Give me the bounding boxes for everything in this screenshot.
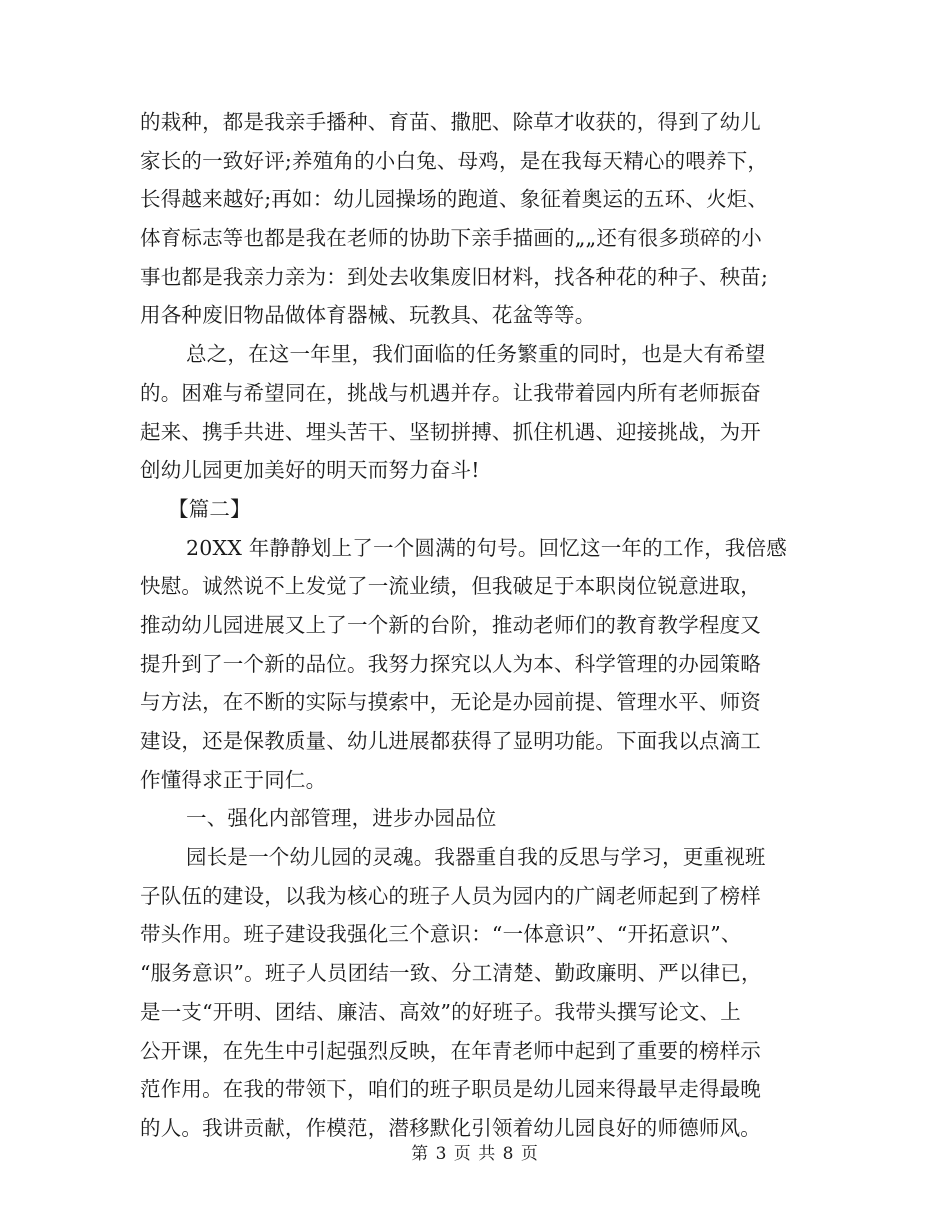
text-line: 公开课，在先生中引起强烈反映，在年青老师中起到了重要的榜样示: [140, 1038, 761, 1063]
text-line: 范作用。在我的带领下，咱们的班子职员是幼儿园来得最早走得最晚: [140, 1077, 761, 1102]
text-line: 子队伍的建设，以我为核心的班子人员为园内的广阔老师起到了榜样: [140, 883, 761, 908]
text-line: 长得越来越好;再如：幼儿园操场的跑道、象征着奥运的五环、火炬、: [140, 187, 769, 212]
text-line: 推动幼儿园进展又上了一个新的台阶，推动老师们的教育教学程度又: [140, 612, 761, 637]
subsection-heading: 一、强化内部管理，进步办园品位: [186, 806, 497, 831]
text-line: 事也都是我亲力亲为：到处去收集废旧材料，找各种花的种子、秧苗;: [140, 264, 769, 289]
document-body: [140, 103, 812, 1148]
page-number-footer: 第 3 页 共 8 页: [411, 1144, 539, 1164]
text-line: 提升到了一个新的品位。我努力探究以人为本、科学管理的办园策略: [140, 651, 761, 676]
paragraph-start-line: 20XX 年静静划上了一个圆满的句号。回忆这一年的工作，我倍感: [186, 535, 787, 560]
text-line: 体育标志等也都是我在老师的协助下亲手描画的„„还有很多琐碎的小: [140, 226, 762, 251]
paragraph-start-line: 总之，在这一年里，我们面临的任务繁重的同时，也是大有希望: [186, 342, 766, 367]
section-heading: 【篇二】: [168, 496, 251, 521]
paragraph-start-line: 园长是一个幼儿园的灵魂。我器重自我的反思与学习，更重视班: [186, 845, 766, 870]
text-line: 家长的一致好评;养殖角的小白兔、母鸡，是在我每天精心的喂养下，: [140, 148, 769, 173]
text-line: “服务意识”。班子人员团结一致、分工清楚、勤政廉明、严以律已，: [140, 961, 762, 986]
text-line: 用各种废旧物品做体育器械、玩教具、花盆等等。: [140, 303, 596, 328]
text-line: 带头作用。班子建设我强化三个意识：“一体意识”、“开拓意识”、: [140, 922, 742, 947]
text-line: 与方法，在不断的实际与摸索中，无论是办园前提、管理水平、师资: [140, 690, 761, 715]
text-line: 作懂得求正于同仁。: [140, 767, 327, 792]
text-line: 是一支“开明、团结、廉洁、高效”的好班子。我带头撰写论文、上: [140, 999, 741, 1024]
text-line: 的。困难与希望同在，挑战与机遇并存。让我带着园内所有老师振奋: [140, 380, 761, 405]
text-line: 快慰。诚然说不上发觉了一流业绩，但我破足于本职岗位锐意进取，: [140, 574, 761, 599]
text-line: 的人。我讲贡献，作模范，潜移默化引领着幼儿园良好的师德师风。: [140, 1115, 761, 1140]
text-line: 创幼儿园更加美好的明天而努力奋斗!: [140, 458, 480, 483]
text-line: 建设，还是保教质量、幼儿进展都获得了显明功能。下面我以点滴工: [140, 729, 761, 753]
text-line: 的栽种，都是我亲手播种、育苗、撒肥、除草才收获的，得到了幼儿: [140, 110, 761, 134]
text-line: 起来、携手共进、埋头苦干、坚韧拼搏、抓住机遇、迎接挑战，为开: [140, 419, 761, 444]
